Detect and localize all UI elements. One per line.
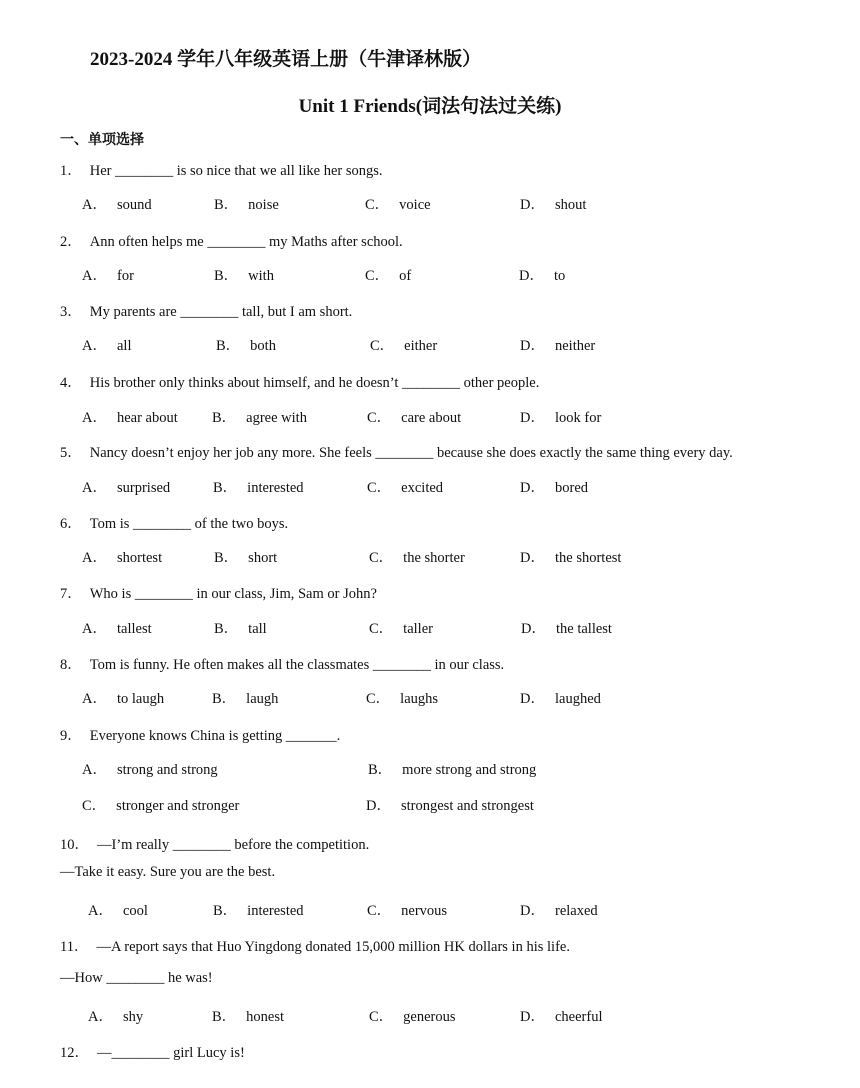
option-c[interactable]: C． nervous — [367, 903, 448, 919]
option-c[interactable]: C． laughs — [366, 691, 439, 707]
question-10-reply: —Take it easy. Sure you are the best. — [60, 864, 276, 880]
question-text: Who is ________ in our class, Jim, Sam or John? — [89, 586, 377, 602]
option-c[interactable]: C． taller — [369, 621, 433, 637]
question-text: Everyone knows China is getting _______. — [89, 728, 341, 744]
option-d[interactable]: D． to — [519, 268, 566, 284]
question-text: Ann often helps me ________ my Maths after school. — [89, 234, 403, 250]
option-b[interactable]: B． honest — [212, 1009, 285, 1025]
option-c[interactable]: C． excited — [367, 480, 444, 496]
option-b[interactable]: B． noise — [214, 197, 279, 213]
question-9 — [60, 724, 340, 745]
question-text: Tom is funny. He often makes all the classmates ________ in our class. — [89, 657, 505, 673]
option-c[interactable]: C． either — [370, 338, 438, 354]
option-a[interactable]: A． hear about — [82, 410, 178, 426]
question-number: 8． — [60, 657, 82, 673]
question-text: Her ________ is so nice that we all like her songs. — [89, 163, 383, 179]
option-c[interactable]: C． the shorter — [369, 550, 465, 566]
option-d[interactable]: D． the shortest — [520, 550, 622, 566]
question-number: 4． — [60, 375, 82, 391]
question-2 — [60, 230, 403, 251]
option-d[interactable]: D． neither — [520, 338, 596, 354]
document-title: 2023-2024 学年八年级英语上册（牛津译林版） — [90, 49, 482, 70]
question-number: 12． — [60, 1045, 89, 1061]
option-d[interactable]: D． shout — [520, 197, 587, 213]
option-d[interactable]: D． relaxed — [520, 903, 598, 919]
question-6 — [60, 512, 288, 533]
option-b[interactable]: B． more strong and strong — [368, 762, 537, 778]
option-d[interactable]: D． laughed — [520, 691, 601, 707]
question-5 — [60, 441, 733, 462]
question-text: His brother only thinks about himself, and he doesn’t ________ other people. — [89, 375, 540, 391]
question-7 — [60, 582, 377, 603]
option-a[interactable]: A． to laugh — [82, 691, 165, 707]
question-text: —A report says that Huo Yingdong donated 15,000 million HK dollars in his life. — [96, 939, 570, 955]
option-d[interactable]: D． the tallest — [521, 621, 612, 637]
question-number: 6． — [60, 516, 82, 532]
option-b[interactable]: B． both — [216, 338, 276, 354]
question-text: —________ girl Lucy is! — [97, 1045, 245, 1061]
option-a[interactable]: A． surprised — [82, 480, 171, 496]
question-10 — [60, 833, 369, 854]
question-text: My parents are ________ tall, but I am short. — [89, 304, 353, 320]
question-1 — [60, 159, 383, 180]
option-d[interactable]: D． cheerful — [520, 1009, 603, 1025]
option-b[interactable]: B． tall — [214, 621, 267, 637]
option-b[interactable]: B． with — [214, 268, 274, 284]
option-a[interactable]: A． sound — [82, 197, 152, 213]
option-d[interactable]: D． look for — [520, 410, 602, 426]
option-a[interactable]: A． shy — [88, 1009, 144, 1025]
option-b[interactable]: B． interested — [213, 903, 304, 919]
option-c[interactable]: C． generous — [369, 1009, 456, 1025]
question-number: 10． — [60, 837, 89, 853]
option-d[interactable]: D． bored — [520, 480, 588, 496]
document-subtitle: Unit 1 Friends(词法句法过关练) — [298, 96, 562, 117]
question-text: Nancy doesn’t enjoy her job any more. She feels ________ because she does exactly the same thing every day. — [89, 445, 733, 461]
question-3 — [60, 300, 352, 321]
option-b[interactable]: B． laugh — [212, 691, 279, 707]
option-a[interactable]: A． cool — [88, 903, 148, 919]
question-4 — [60, 371, 539, 392]
question-8 — [60, 653, 504, 674]
question-number: 5． — [60, 445, 82, 461]
option-b[interactable]: B． interested — [213, 480, 304, 496]
question-11-reply: —How ________ he was! — [60, 970, 213, 986]
option-c[interactable]: C． voice — [365, 197, 431, 213]
option-a[interactable]: A． for — [82, 268, 134, 284]
question-number: 1． — [60, 163, 82, 179]
question-12 — [60, 1041, 245, 1062]
question-number: 3． — [60, 304, 82, 320]
question-text: Tom is ________ of the two boys. — [89, 516, 289, 532]
option-a[interactable]: A． tallest — [82, 621, 152, 637]
option-c[interactable]: C． stronger and stronger — [82, 798, 240, 814]
option-b[interactable]: B． short — [214, 550, 278, 566]
option-d[interactable]: D． strongest and strongest — [366, 798, 534, 814]
option-a[interactable]: A． shortest — [82, 550, 163, 566]
section-heading: 一、单项选择 — [60, 133, 144, 148]
option-b[interactable]: B． agree with — [212, 410, 307, 426]
option-c[interactable]: C． care about — [367, 410, 462, 426]
question-number: 11． — [60, 939, 89, 955]
question-text: —I’m really ________ before the competition. — [97, 837, 370, 853]
question-number: 2． — [60, 234, 82, 250]
question-number: 7． — [60, 586, 82, 602]
option-c[interactable]: C． of — [365, 268, 412, 284]
option-a[interactable]: A． strong and strong — [82, 762, 218, 778]
option-a[interactable]: A． all — [82, 338, 132, 354]
question-number: 9． — [60, 728, 82, 744]
question-11 — [60, 935, 570, 956]
